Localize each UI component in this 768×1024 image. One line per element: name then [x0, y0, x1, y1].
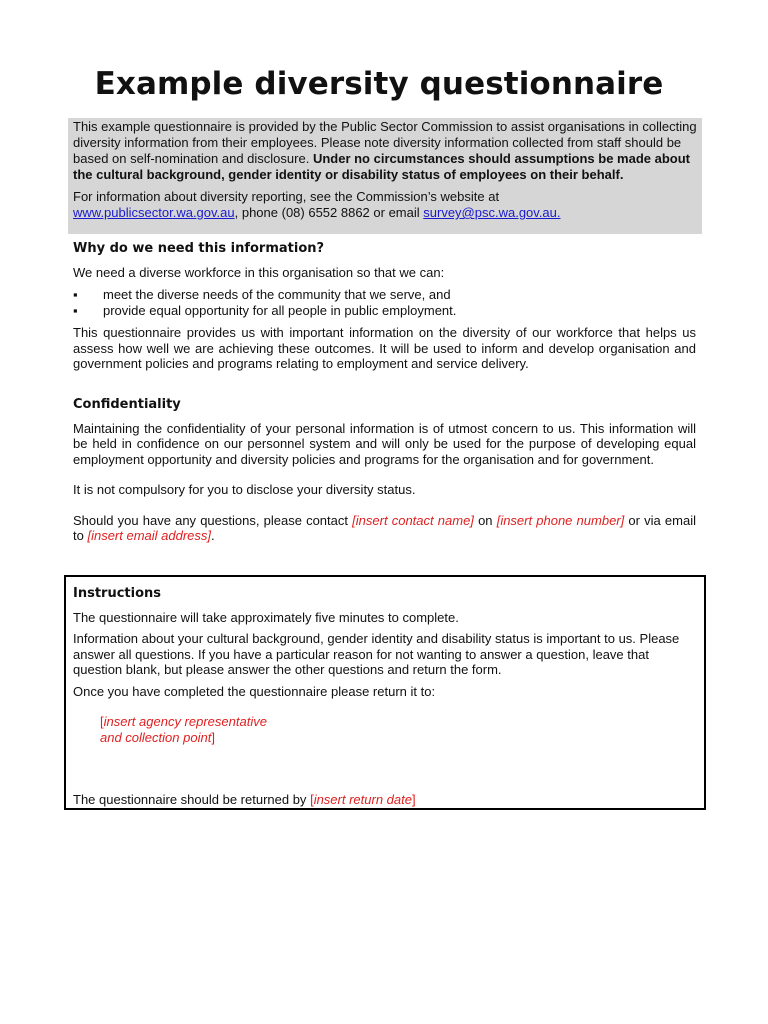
- confidentiality-p2: It is not compulsory for you to disclose your diversity status.: [73, 482, 416, 497]
- contact-text: on: [478, 512, 493, 528]
- bullet-marker: ▪: [73, 302, 78, 318]
- contact-text: .: [211, 528, 215, 543]
- website-link[interactable]: www.publicsector.wa.gov.au: [73, 205, 235, 220]
- why-lead: We need a diverse workforce in this organisation so that we can:: [73, 264, 445, 280]
- why-body: This questionnaire provides us with important information on the diversity of our workforce that helps us assess how well we are achieving these outcomes. It will be used to inform and develop organisation and government policies and programs relating to employment and service delivery.: [73, 325, 696, 371]
- bullet-marker: ▪: [73, 287, 78, 302]
- instructions-p3: Once you have completed the questionnaire please return it to:: [73, 683, 436, 699]
- bracket: ]: [411, 792, 416, 807]
- email-link[interactable]: survey@psc.wa.gov.au.: [423, 205, 561, 220]
- phone-placeholder: [insert phone number]: [496, 512, 625, 528]
- agency-line2: and collection point: [100, 729, 212, 745]
- instructions-content: [73, 586, 698, 745]
- contact-name-placeholder: [insert contact name]: [352, 512, 474, 528]
- confidentiality-p3: [73, 513, 696, 544]
- instructions-heading: Instructions: [73, 586, 162, 601]
- intro-paragraph: [73, 119, 697, 183]
- bracket: [: [100, 714, 104, 729]
- why-bullet-list: [73, 287, 696, 318]
- contact-text: or via email to: [73, 512, 696, 543]
- email-placeholder: [insert email address]: [87, 528, 212, 543]
- bullet-text: meet the diverse needs of the community that we serve, and: [103, 287, 451, 302]
- list-item: [73, 303, 696, 319]
- agency-line1: insert agency representative: [103, 714, 267, 729]
- return-prefix: The questionnaire should be returned by: [73, 792, 307, 807]
- intro-text: This example questionnaire is provided by the Public Sector Commission to assist organisations in collecting diversity information from their employees. Please note diversity information collected from staff should be based on self-nomination and disclosure.: [73, 119, 697, 166]
- confidentiality-p1: Maintaining the confidentiality of your personal information is of utmost concern to us. This information will be held in confidence on our personnel system and will only be used for the purpose of developing equal employment opportunity and diversity policies and programs for the organisation and for government.: [73, 420, 696, 467]
- agency-placeholder: [73, 714, 698, 745]
- return-date-placeholder: insert return date: [313, 792, 412, 807]
- why-section: [73, 241, 696, 372]
- list-item: [73, 287, 696, 303]
- instructions-p1: The questionnaire will take approximately five minutes to complete.: [73, 609, 459, 625]
- intro-warning: Under no circumstances should assumptions be made about the cultural background, gender identity or disability status of employees on their behalf.: [73, 151, 691, 182]
- confidentiality-section: [73, 397, 696, 544]
- page-title: Example diversity questionnaire: [94, 66, 664, 102]
- contact-text: Should you have any questions, please contact: [73, 512, 348, 528]
- bracket: [: [310, 792, 314, 807]
- bullet-text: provide equal opportunity for all people in public employment.: [103, 302, 457, 318]
- instructions-p2: Information about your cultural background, gender identity and disability status is important to us. Please answer all questions. If you have a particular reason for not wanting to answer a question, leave that question blank, but please answer the other questions and return the form.: [73, 631, 680, 677]
- instructions-box: [64, 575, 706, 810]
- confidentiality-heading: Confidentiality: [73, 397, 181, 412]
- bracket: ]: [211, 729, 215, 745]
- return-date-line: [73, 792, 416, 808]
- intro-info-prefix: For information about diversity reporting, see the Commission’s website at: [73, 189, 500, 204]
- intro-contact-paragraph: [73, 189, 697, 221]
- intro-panel: [68, 118, 702, 234]
- intro-phone-text: , phone (08) 6552 8862 or email: [234, 205, 420, 220]
- why-heading: Why do we need this information?: [73, 241, 325, 256]
